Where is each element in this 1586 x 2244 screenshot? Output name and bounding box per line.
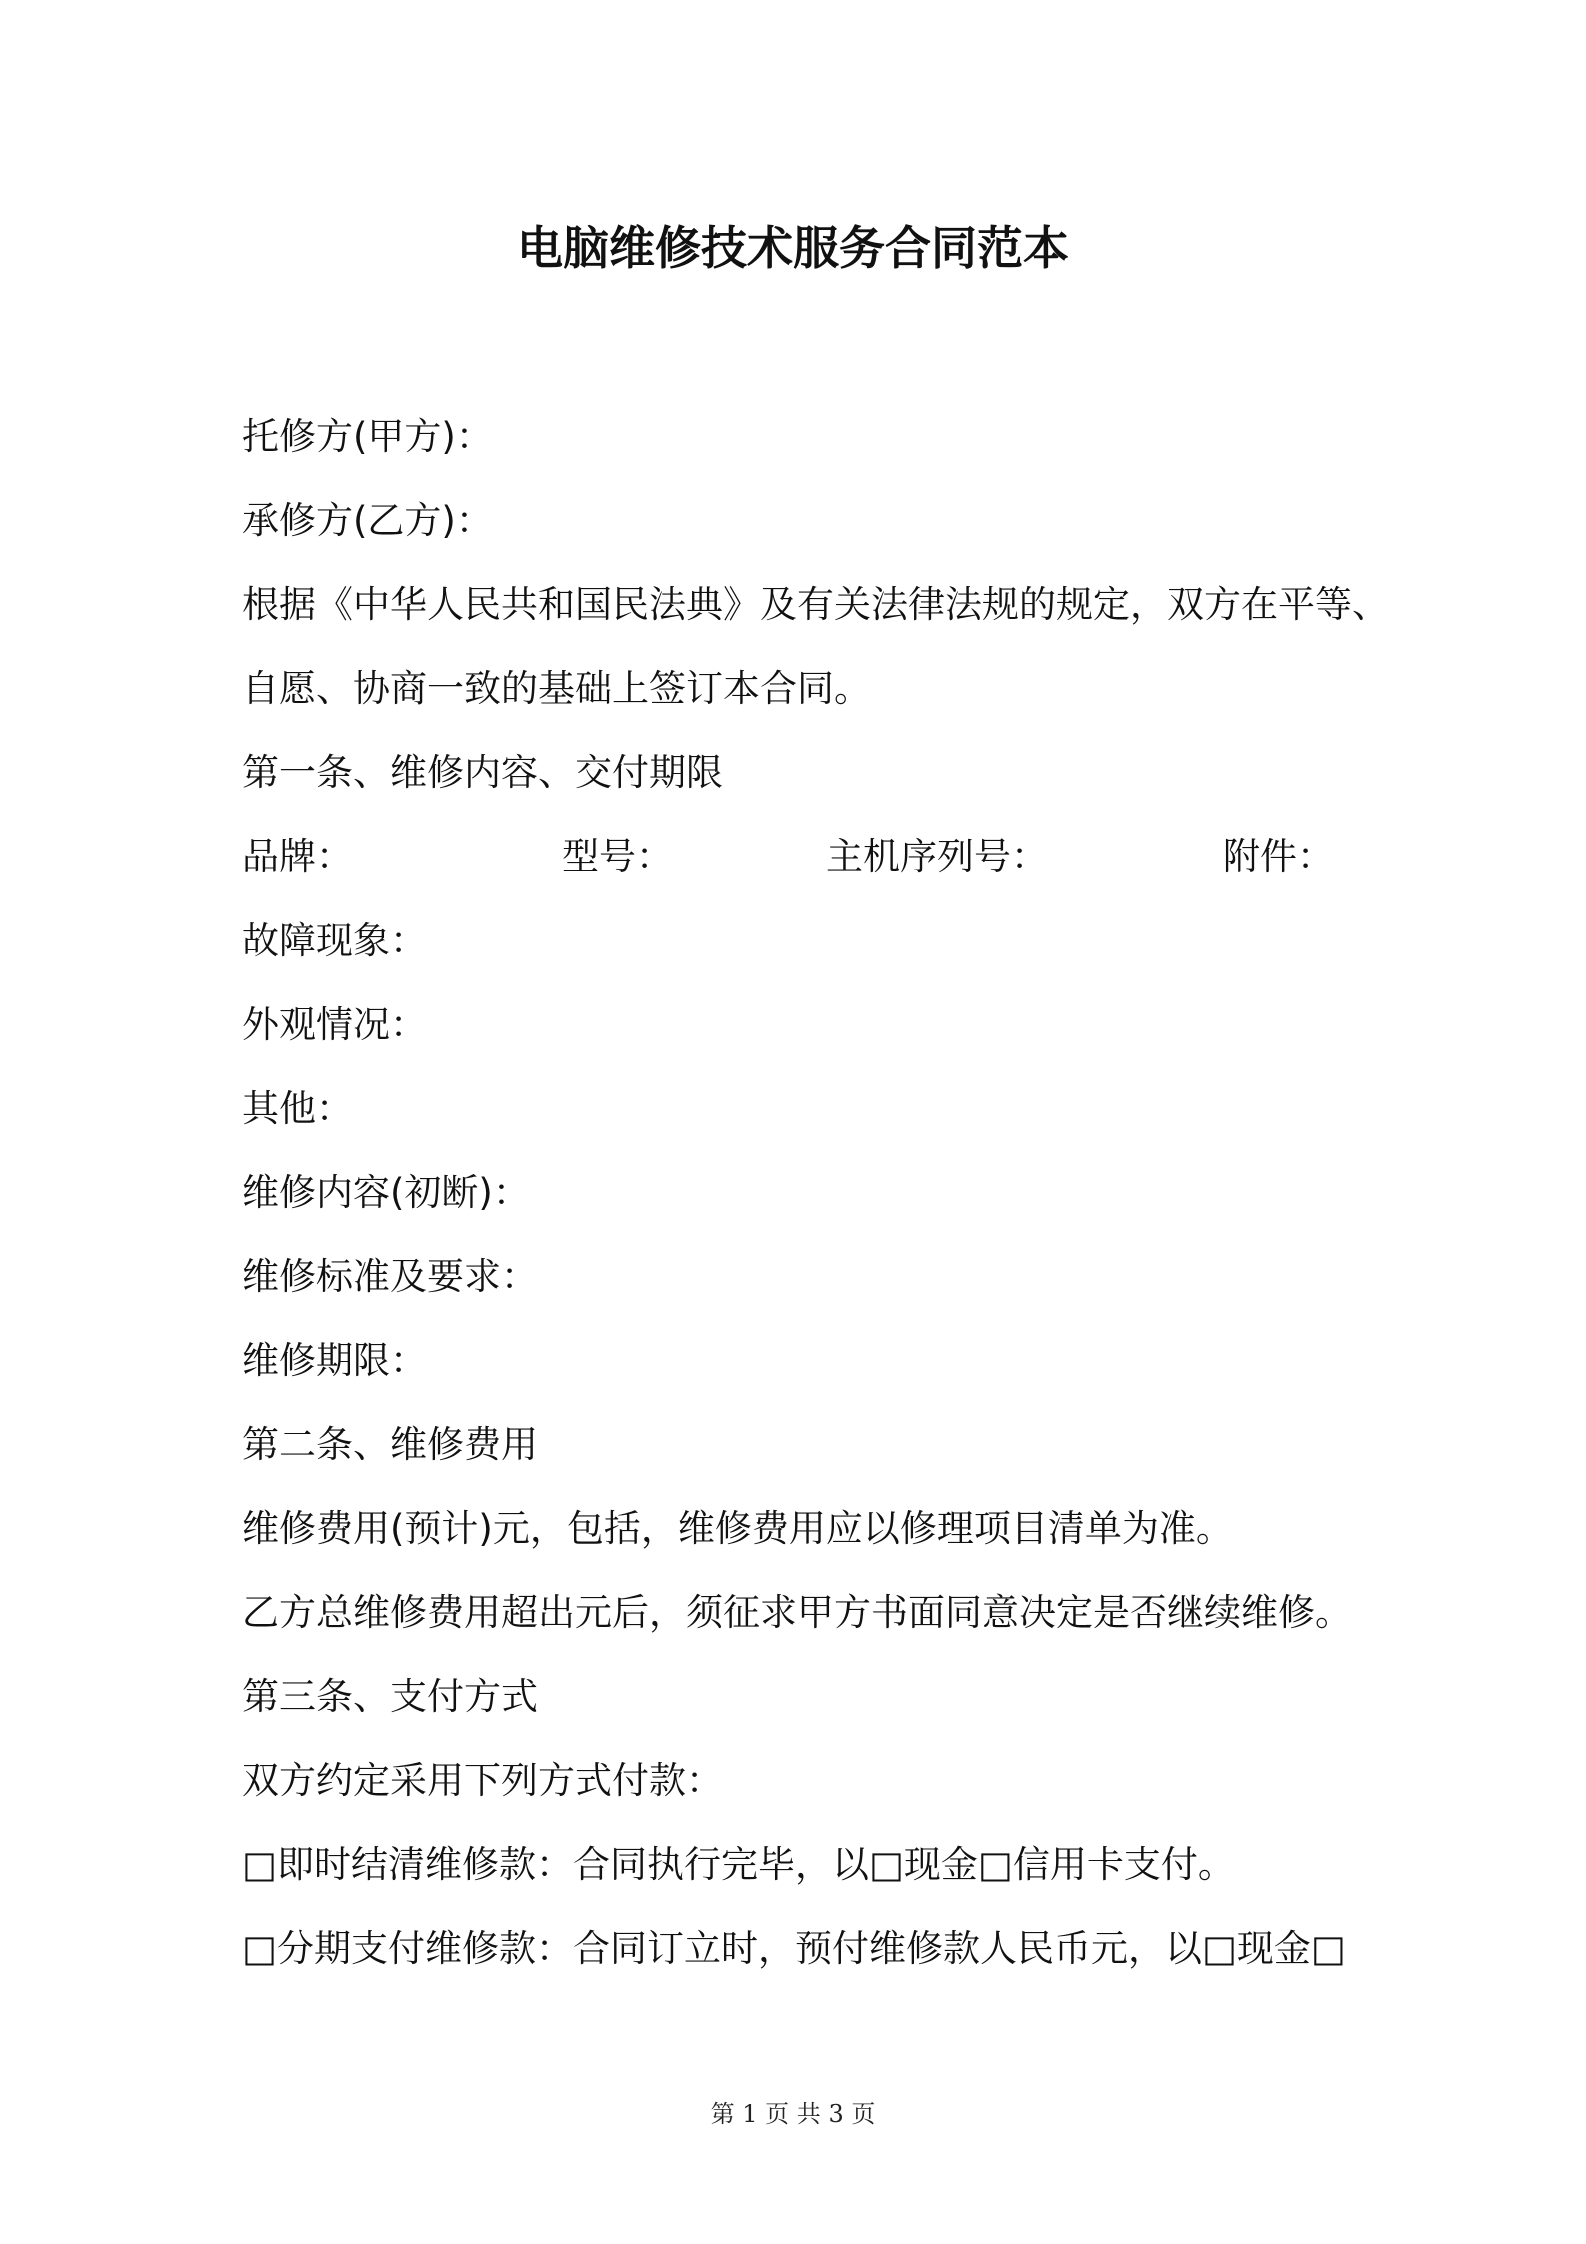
serial-number-label: 主机序列号： bbox=[826, 835, 1048, 878]
document-title: 电脑维修技术服务合同范本 bbox=[517, 221, 1069, 275]
fee-excess-line: 乙方总维修费用超出元后，须征求甲方书面同意决定是否继续维修。 bbox=[242, 1591, 1352, 1634]
repair-fee-line: 维修费用(预计)元，包括，维修费用应以修理项目清单为准。 bbox=[242, 1507, 1233, 1550]
party-b-line: 承修方(乙方)： bbox=[242, 499, 493, 542]
model-label: 型号： bbox=[562, 835, 673, 878]
document-body bbox=[242, 395, 1442, 1991]
article-1-heading: 第一条、维修内容、交付期限 bbox=[242, 751, 723, 794]
repair-content-line: 维修内容(初断)： bbox=[242, 1171, 530, 1214]
preamble-line-1: 根据《中华人民共和国民法典》及有关法律法规的规定，双方在平等、 bbox=[242, 583, 1389, 626]
article-3-heading: 第三条、支付方式 bbox=[242, 1675, 538, 1718]
immediate-payment-line: □即时结清维修款：合同执行完毕，以□现金□信用卡支付。 bbox=[242, 1843, 1235, 1886]
page-number-footer: 第 1 页 共 3 页 bbox=[710, 2100, 876, 2128]
preamble-line-2: 自愿、协商一致的基础上签订本合同。 bbox=[242, 667, 871, 710]
installment-payment-line: □分期支付维修款：合同订立时，预付维修款人民币元，以□现金□ bbox=[242, 1927, 1346, 1970]
brand-label: 品牌： bbox=[242, 835, 353, 878]
repair-standard-line: 维修标准及要求： bbox=[242, 1255, 538, 1298]
appearance-line: 外观情况： bbox=[242, 1003, 427, 1046]
payment-intro-line: 双方约定采用下列方式付款： bbox=[242, 1759, 723, 1802]
device-fields-row bbox=[242, 815, 1442, 899]
accessory-label: 附件： bbox=[1223, 835, 1334, 878]
article-2-heading: 第二条、维修费用 bbox=[242, 1423, 538, 1466]
party-a-line: 托修方(甲方)： bbox=[242, 415, 493, 458]
fault-symptom-line: 故障现象： bbox=[242, 919, 427, 962]
repair-period-line: 维修期限： bbox=[242, 1339, 427, 1382]
other-line: 其他： bbox=[242, 1087, 353, 1130]
